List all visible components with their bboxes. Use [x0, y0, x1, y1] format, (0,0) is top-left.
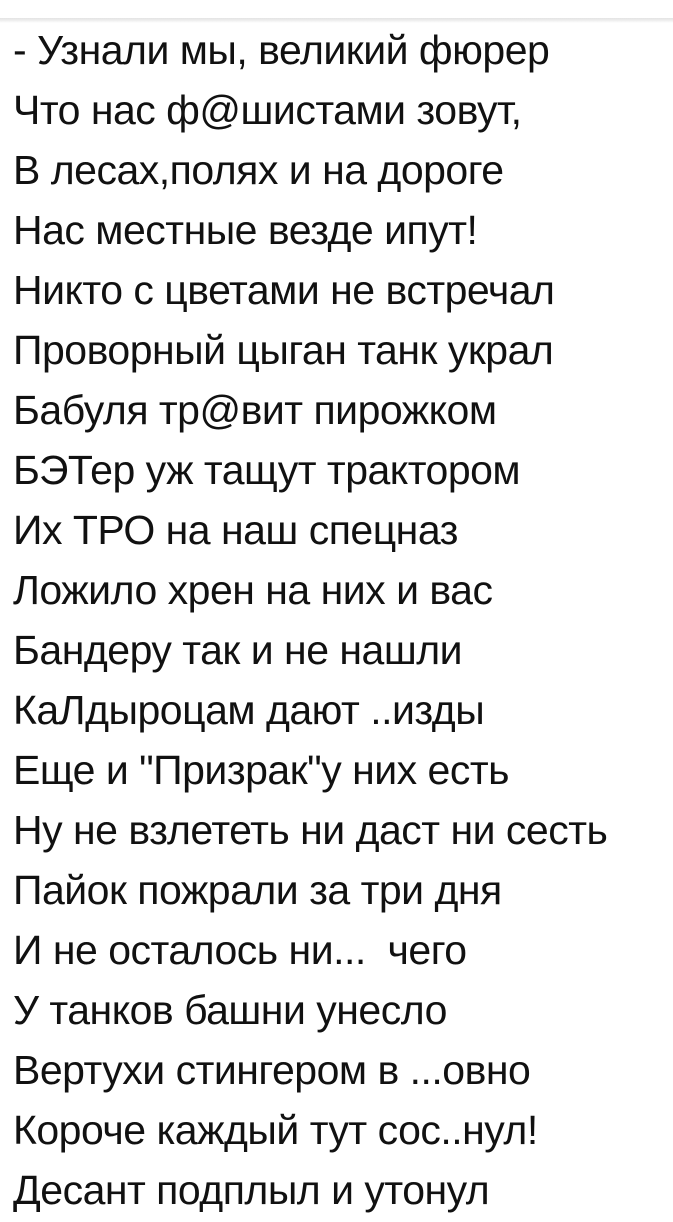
poem-line: Никто с цветами не встречал — [13, 267, 555, 313]
poem-line: Ну не взлететь ни даст ни сесть — [13, 807, 608, 853]
poem-text-block — [13, 20, 673, 1220]
poem-line: Короче каждый тут сос..нул! — [13, 1107, 538, 1153]
poem-line: Что нас ф@шистами зовут, — [13, 87, 522, 133]
poem-line: Вертухи стингером в ...овно — [13, 1047, 531, 1093]
poem-line: Еще и "Призрак"у них есть — [13, 747, 509, 793]
poem-line: - Узнали мы, великий фюрер — [13, 27, 550, 73]
poem-line: В лесах,полях и на дороге — [13, 147, 504, 193]
poem-line: БЭТер уж тащут трактором — [13, 447, 521, 493]
poem-line: Пайок пожрали за три дня — [13, 867, 502, 913]
poem-line: Ложило хрен на них и вас — [13, 567, 493, 613]
poem-line: Бабуля тр@вит пирожком — [13, 387, 497, 433]
poem-line: Их ТРО на наш спецназ — [13, 507, 458, 553]
poem-line: Бандеру так и не нашли — [13, 627, 463, 673]
poem-line: КаЛдыроцам дают ..изды — [13, 687, 485, 733]
poem-line: И не осталось ни... чего — [13, 927, 467, 973]
poem-line: Десант подплыл и утонул — [13, 1167, 490, 1213]
poem-line: Нас местные везде ипут! — [13, 207, 478, 253]
poem-line: Проворный цыган танк украл — [13, 327, 554, 373]
poem-line: У танков башни унесло — [13, 987, 447, 1033]
